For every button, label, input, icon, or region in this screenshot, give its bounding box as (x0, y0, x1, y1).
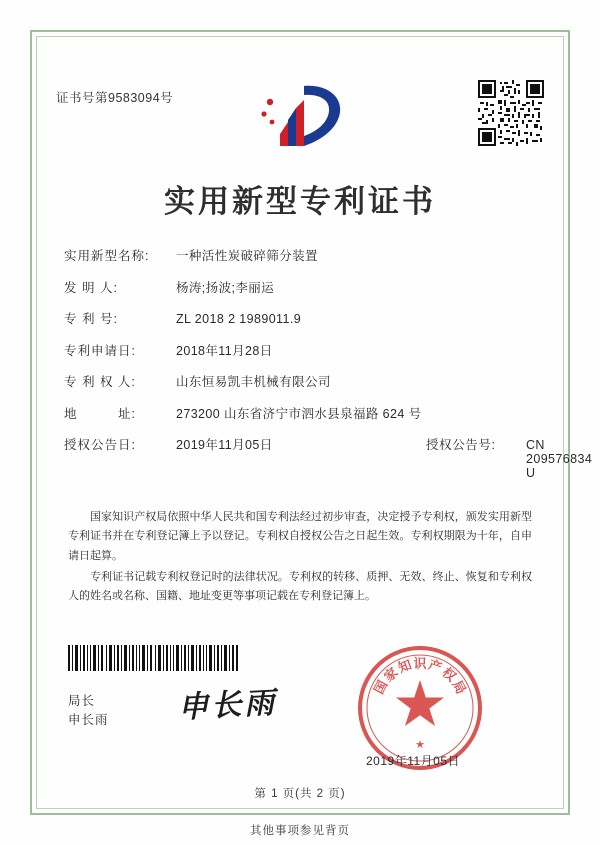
field-value: 273200 山东省济宁市泗水县泉福路 624 号 (176, 406, 422, 421)
grant-date-value: 2019年11月05日 (176, 438, 273, 452)
field-label: 地 址: (64, 406, 136, 421)
qr-code-icon (478, 80, 544, 146)
signer-name: 申长雨 (68, 713, 109, 728)
svg-text:知: 知 (396, 657, 414, 677)
page-title: 实用新型专利证书 (164, 184, 436, 220)
field-row (64, 278, 534, 296)
svg-text:家: 家 (381, 665, 402, 686)
legal-text (68, 508, 532, 608)
field-label: 专 利 号: (64, 312, 118, 326)
field-row (64, 309, 534, 327)
field-label: 实用新型名称: (64, 249, 150, 263)
grant-number-value: CN 209576834 U (526, 438, 593, 480)
field-row (64, 341, 534, 359)
paragraph: 国家知识产权局依照中华人民共和国专利法经过初步审查，决定授予专利权，颁发实用新型专利证书并在专利登记簿上予以登记。专利权自授权公告之日起生效。专利权期限为十年，自申请日起算。 (68, 511, 532, 562)
grant-number-label: 授权公告号: (426, 438, 496, 452)
svg-text:权: 权 (438, 665, 459, 686)
grant-date-label: 授权公告日: (64, 438, 136, 452)
field-value: 一种活性炭破碎筛分装置 (176, 249, 318, 263)
field-label: 发 明 人: (64, 280, 118, 295)
signer-block (68, 692, 109, 731)
svg-text:国: 国 (371, 678, 392, 697)
paragraph: 专利证书记载专利权登记时的法律状况。专利权的转移、质押、无效、终止、恢复和专利权人的姓名或名称、国籍、地址变更等事项记载在专利登记簿上。 (68, 570, 532, 602)
page-number: 第 1 页(共 2 页) (254, 788, 346, 800)
field-value: 杨涛;扬波;李丽运 (176, 280, 275, 295)
fields-list (64, 246, 593, 494)
field-row (64, 246, 534, 264)
field-value: 2018年11月28日 (176, 343, 273, 358)
barcode-icon (68, 645, 238, 671)
field-value: 山东恒易凯丰机械有限公司 (176, 375, 331, 389)
patent-office-emblem-icon (252, 78, 348, 154)
footer-note: 其他事项参见背页 (250, 825, 350, 837)
svg-text:局: 局 (448, 678, 469, 697)
field-row (64, 404, 534, 422)
certificate-number: 证书号第9583094号 (56, 91, 174, 105)
field-label: 专利申请日: (64, 343, 136, 358)
svg-text:★: ★ (415, 738, 425, 751)
field-value: ZL 2018 2 1989011.9 (176, 312, 302, 326)
signer-title: 局长 (68, 694, 96, 708)
svg-text:识: 识 (413, 657, 427, 672)
field-row (64, 372, 534, 390)
seal-date: 2019年11月05日 (366, 754, 461, 768)
field-label: 专 利 权 人: (64, 375, 136, 389)
svg-text:产: 产 (426, 657, 444, 677)
grant-row (64, 435, 593, 480)
handwritten-signature: 申长雨 (177, 685, 279, 726)
